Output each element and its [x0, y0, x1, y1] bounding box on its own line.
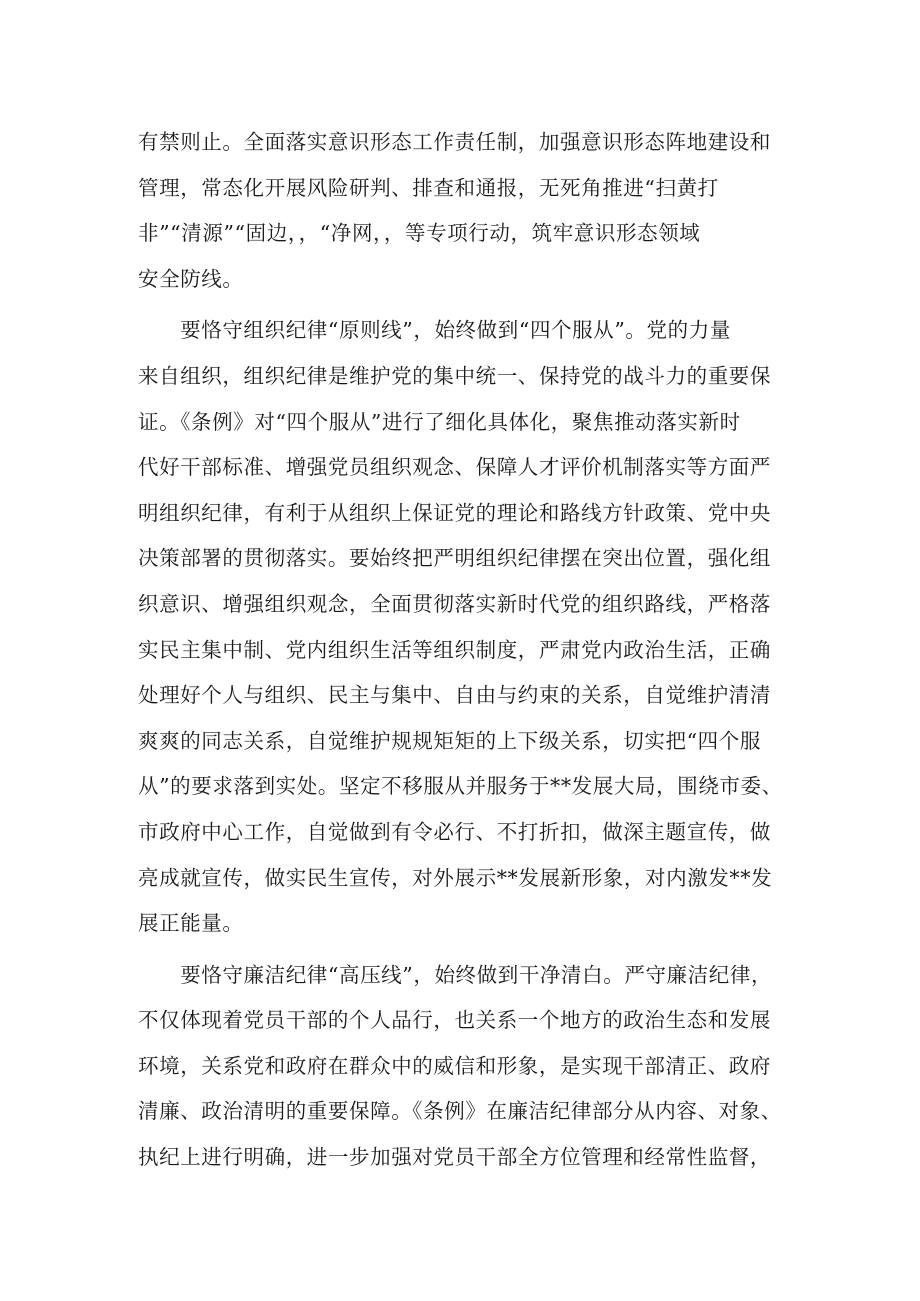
text-line: 有禁则止。全面落实意识形态工作责任制，加强意识形态阵地建设和 [138, 130, 771, 154]
text-line: 代好干部标准、增强党员组织观念、保障人才评价机制落实等方面严 [138, 455, 771, 480]
text-line: 管理，常态化开展风险研判、排查和通报，无死角推进“扫黄打 [138, 175, 719, 200]
document-body [138, 120, 788, 1181]
text-line: 要恪守组织纪律“原则线”，始终做到“四个服从”。党的力量 [138, 318, 731, 343]
text-line: 来自组织，组织纪律是维护党的集中统一、保持党的战斗力的重要保 [138, 363, 771, 388]
text-line: 环境，关系党和政府在群众中的威信和形象，是实现干部清正、政府 [138, 1053, 771, 1078]
text-line: 清廉、政治清明的重要保障。《条例》在廉洁纪律部分从内容、对象、 [138, 1099, 782, 1124]
text-line: 市政府中心工作，自觉做到有令必行、不打折扣，做深主题宣传，做 [138, 819, 771, 844]
text-line: 安全防线。 [138, 266, 244, 291]
text-line: 非”“清源”“固边，，“净网，，等专项行动，筑牢意识形态领域 [138, 221, 701, 246]
text-line: 亮成就宣传，做实民生宣传，对外展示**发展新形象，对内激发**发 [138, 865, 773, 890]
text-line: 决策部署的贯彻落实。要始终把严明组织纪律摆在突出位置，强化组 [138, 546, 771, 571]
text-line: 实民主集中制、党内组织生活等组织制度，严肃党内政治生活，正确 [138, 637, 771, 662]
text-line: 爽爽的同志关系，自觉维护规规矩矩的上下级关系，切实把“四个服 [138, 728, 761, 753]
text-line: 执纪上进行明确，进一步加强对党员干部全方位管理和经常性监督， [138, 1145, 771, 1170]
text-line: 处理好个人与组织、民主与集中、自由与约束的关系，自觉维护清清 [138, 683, 771, 708]
paragraph-3 [138, 953, 788, 1181]
text-line: 展正能量。 [138, 911, 244, 936]
text-line: 证。《条例》对“四个服从”进行了细化具体化，聚焦推动落实新时 [138, 409, 741, 434]
text-line: 织意识、增强组织观念，全面贯彻落实新时代党的组织路线，严格落 [138, 591, 771, 616]
text-line: 不仅体现着党员干部的个人品行，也关系一个地方的政治生态和发展 [138, 1008, 771, 1033]
text-line: 明组织纪律，有利于从组织上保证党的理论和路线方针政策、党中央 [138, 500, 771, 525]
paragraph-1 [138, 120, 788, 302]
text-line: 要恪守廉洁纪律“高压线”，始终做到干净清白。严守廉洁纪律， [138, 962, 773, 987]
text-line: 从”的要求落到实处。坚定不移服从并服务于**发展大局，围绕市委、 [138, 774, 783, 799]
paragraph-2 [138, 308, 788, 946]
